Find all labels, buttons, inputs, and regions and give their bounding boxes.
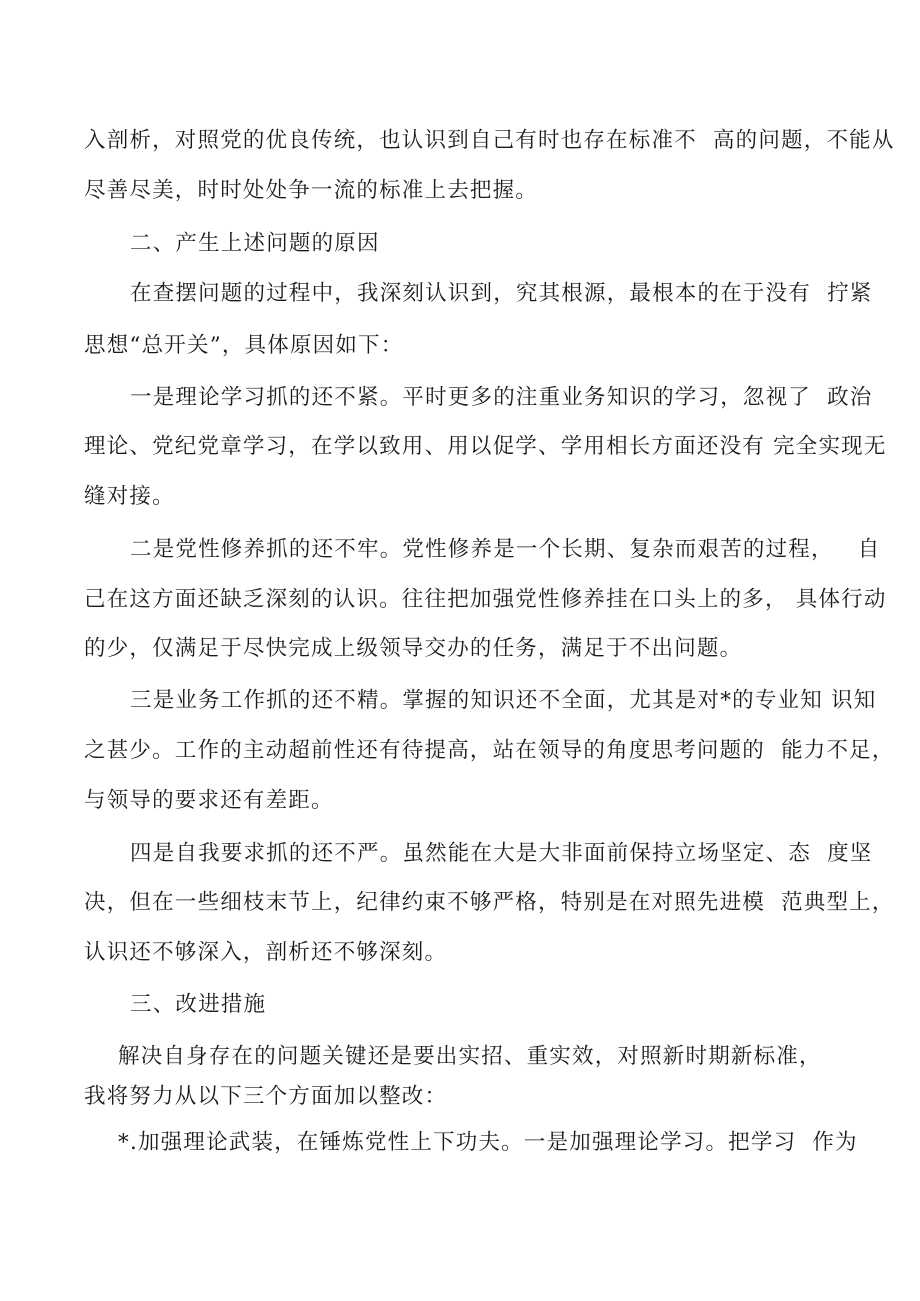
body-line-14: 与领导的要求还有差距。 xyxy=(84,788,334,813)
body-line-8: 缝对接。 xyxy=(84,484,175,509)
section-heading-causes: 二、产生上述问题的原因 xyxy=(130,231,380,256)
body-line-17: 认识还不够深入，剖析还不够深刻。 xyxy=(84,940,448,965)
body-line-12: 三是业务工作抓的还不精。掌握的知识还不全面，尤其是对*的专业知 识知 xyxy=(130,688,877,713)
body-line-1: 入剖析，对照党的优良传统，也认识到自己有时也存在标准不 高的问题，不能从 xyxy=(84,128,895,153)
body-line-2: 尽善尽美，时时处处争一流的标准上去把握。 xyxy=(84,178,539,203)
body-line-16: 决，但在一些细枝末节上，纪律约束不够严格，特别是在对照先进模 范典型上， xyxy=(84,890,895,915)
body-line-21: *.加强理论武装，在锤炼党性上下功夫。一是加强理论学习。把学习 作为 xyxy=(118,1130,858,1155)
body-line-5: 思想“总开关”，具体原因如下： xyxy=(84,333,404,358)
body-line-4: 在查摆问题的过程中，我深刻认识到，究其根源，最根本的在于没有 拧紧 xyxy=(130,281,873,306)
body-line-9: 二是党性修养抓的还不牢。党性修养是一个长期、复杂而艰苦的过程， 自 xyxy=(130,537,881,562)
body-line-15: 四是自我要求抓的还不严。虽然能在大是大非面前保持立场坚定、态 度坚 xyxy=(130,841,873,866)
body-line-13: 之甚少。工作的主动超前性还有待提高，站在领导的角度思考问题的 能力不足， xyxy=(84,738,895,763)
section-heading-measures: 三、改进措施 xyxy=(130,992,267,1017)
body-line-20: 我将努力从以下三个方面加以整改： xyxy=(84,1084,448,1109)
body-line-7: 理论、党纪党章学习，在学以致用、用以促学、学用相长方面还没有 完全实现无 xyxy=(84,434,887,459)
body-line-10: 己在这方面还缺乏深刻的认识。往往把加强党性修养挂在口头上的多， 具体行动 xyxy=(84,587,887,612)
body-line-11: 的少，仅满足于尽快完成上级领导交办的任务，满足于不出问题。 xyxy=(84,636,743,661)
body-line-6: 一是理论学习抓的还不紧。平时更多的注重业务知识的学习，忽视了 政治 xyxy=(130,385,873,410)
body-line-19: 解决自身存在的问题关键还是要出实招、重实效，对照新时期新标准， xyxy=(118,1044,822,1069)
